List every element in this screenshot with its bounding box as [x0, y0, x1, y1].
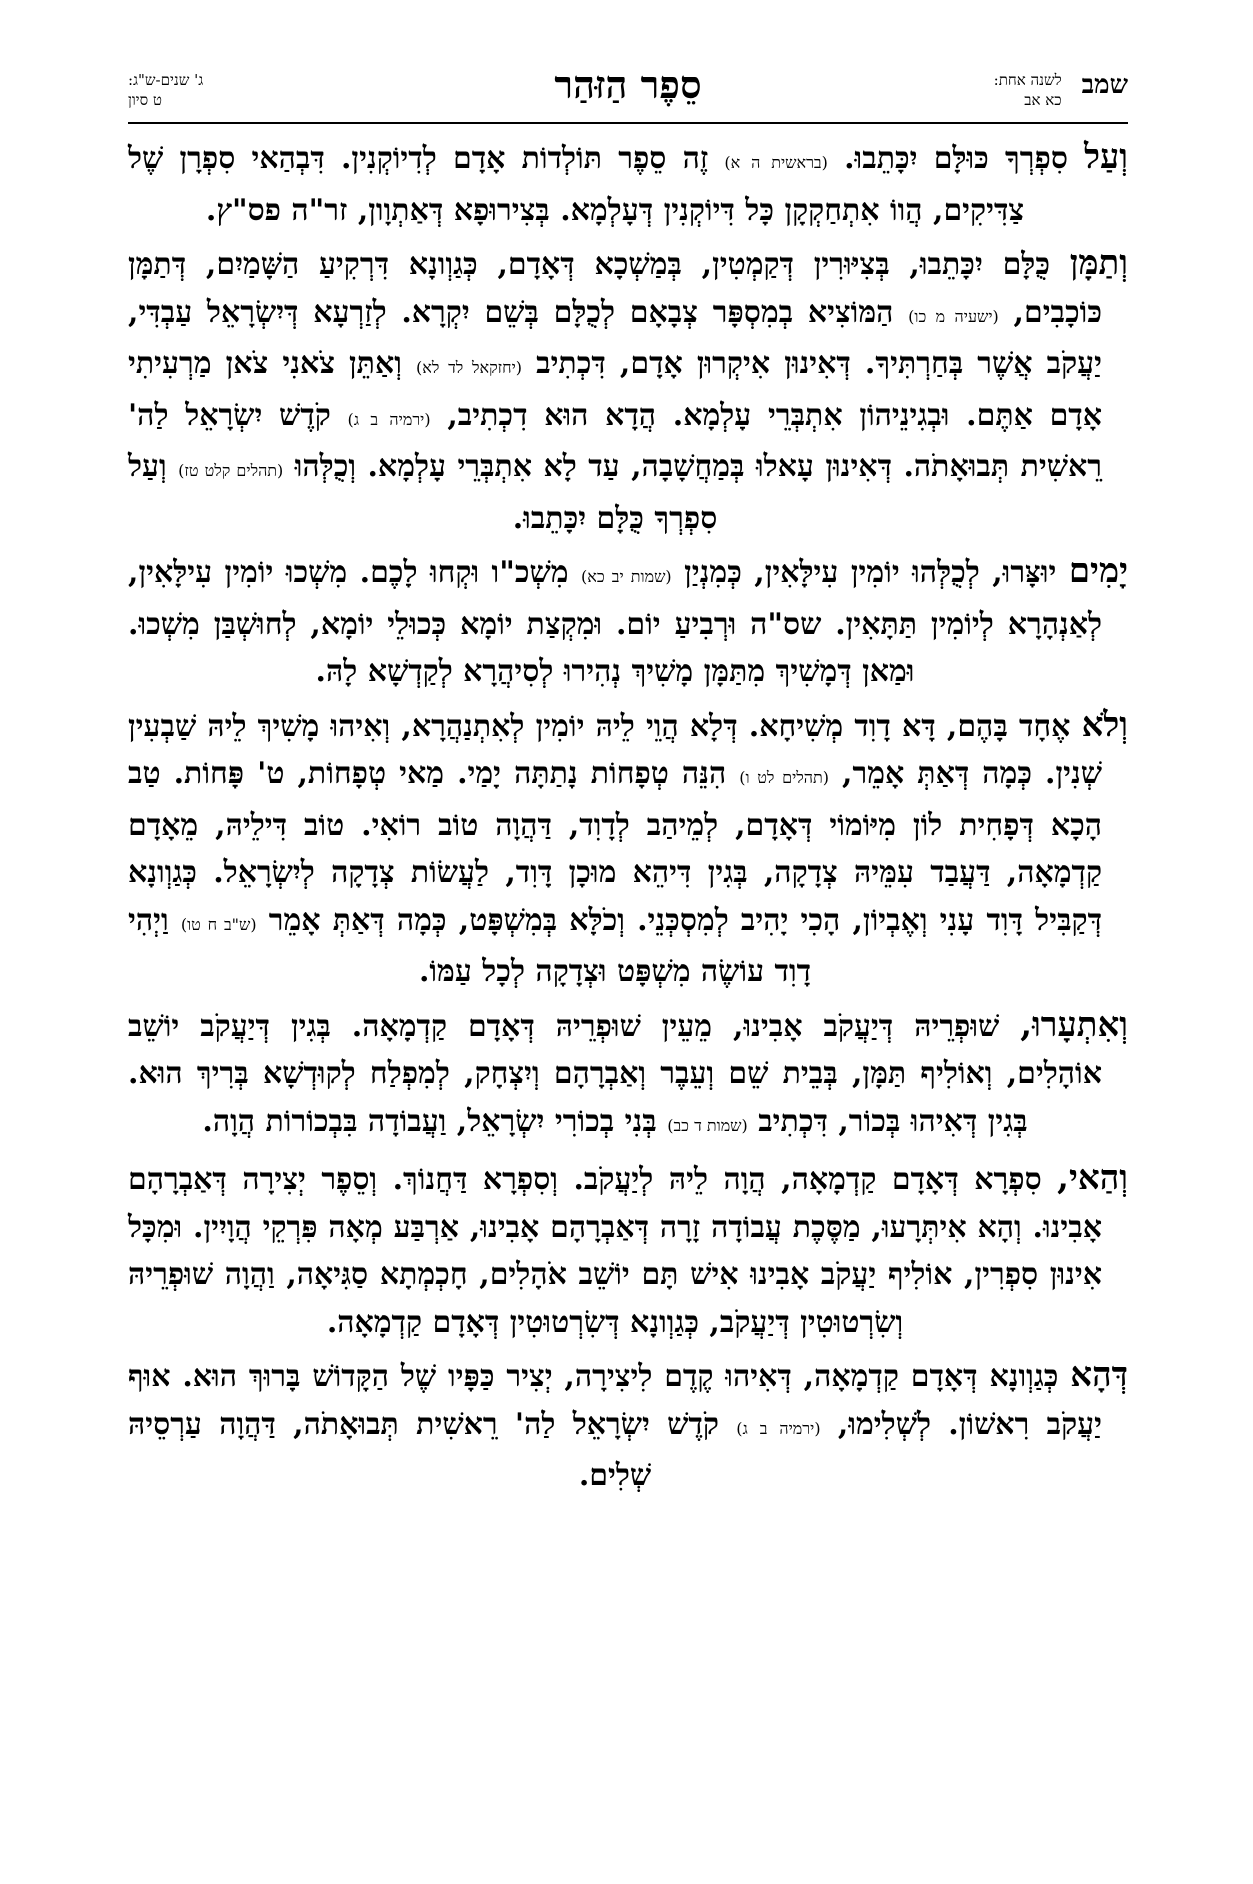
verse-reference: (ירמיה ב ג) — [347, 409, 431, 429]
lead-word: יָמִים — [1068, 551, 1129, 591]
lead-word: וְתַמָּן — [1069, 243, 1128, 283]
verse-reference: (ש"ב ח טו) — [180, 914, 257, 934]
verse-reference: (בראשית ה א) — [724, 153, 828, 172]
verse-reference: (תהלים לט ו) — [739, 768, 829, 787]
reading-schedule-one-year: לשנה אחת: כא אב — [993, 71, 1062, 109]
document-page — [128, 62, 1128, 1506]
paragraph-3: יָמִים יוּצָּרוּ, לְכֻלְּהוּ יוֹמִין עִילָּאִין, כְּמִנְיַן (שמות יב כא) מִשְׁכ"ו וּקְחוּ לָכֶם. מִשְׁכוּ יוֹמִין עִילָּאִין, לְאַנְהָרָא לְיוֹמִין תַּתָּאִין. שס"ה וּרְבִיעַ יוֹם. וּמִקְצַת יוֹמָא כְּכוּלֵי יוֹמָא, לְחוּשְׁבַּן מִשְׁכוּ. וּמַאן דְּמָשִׁיךְ מִתַּמָּן מָשִׁיךְ נְהִירוּ לְסִיהֲרָא לְקַדְשָׁא לָהּ. — [128, 551, 1129, 689]
verse-reference: (תהלים קלט טז) — [178, 461, 284, 480]
book-title: סֵפֶר הַזּהַר — [554, 62, 702, 107]
paragraph-6: וְהַאי, סִפְרָא דְּאָדָם קַדְמָאָה, הֲוָה לֵיהּ לְיַעֲקֹב. וְסִפְרָא דַּחֲנוֹךְ. וְסֵפֶר יְצִירָה דְּאַבְרָהָם אָבִינוּ. וְהָא אִיתְּרָעוּ, מַסֶּכֶת עֲבוֹדָה זָרָה דְּאַבְרָהָם אָבִינוּ, אַרְבַּע מְאָה פִּרְקֵי הֲוָיִין. וּמִכָּל אִינוּן סִפְרִין, אוֹלִיף יַעֲקֹב אָבִינוּ אִישׁ תָּם יוֹשֵׁב אֹהָלִים, חָכְמְתָא סַגִּיאָה, וַהֲוָה שׁוּפְרֵיהּ וְשִׂרְטוּטִין דְּיַעֲקֹב, כְּגַוְונָא דְּשִׂרְטוּטִין דְּאָדָם קַדְמָאָה. — [128, 1158, 1128, 1340]
verse-reference: (ישעיה מ כו) — [908, 306, 999, 326]
paragraph-2: וְתַמָּן כֻּלָּם יִכָּתֵבוּ, בְּצִיּוּרִין דְּקַמְטִין, בְּמַשְׁכָא דְּאָדָם, כְּגַוְונָא דִּרְקִיעַ הַשָּׁמַיִם, דְּתַמָּן כּוֹכָבִים, (ישעיה מ כו) הַמּוֹצִיא בְמִסְפָּר צְבָאָם לְכֻלָּם בְּשֵׁם יִקְרָא. לְזַרְעָא דְּיִשְׂרָאֵל עַבְדִּי, יַעֲקֹב אֲשֶׁר בְּחַרְתִּיךָ. דְּאִינוּן אִיקְרוּן אָדָם, דִּכְתִיב (יחזקאל לד לא) וְאַתֵּן צֹאנִי צֹאן מַרְעִיתִי אָדָם אַתֶּם. וּבְגִינֵיהוֹן אִתְבְּרֵי עָלְמָא. הֲדָא הוּא דִכְתִיב, (ירמיה ב ג) קֹדֶשׁ יִשְׂרָאֵל לַה' רֵאשִׁית תְּבוּאָתֹה. דְּאִינוּן עָאלוּ בְּמַחֲשָׁבָה, עַד לָא אִתְבְּרֵי עָלְמָא. וְכֻלְּהוּ (תהלים קלט טז) וְעַל סִפְרְךָ כֻּלָּם יִכָּתֵבוּ. — [128, 243, 1128, 536]
lead-word: וְאִתְעָרוּ, — [1020, 1004, 1128, 1045]
verse-reference: (שמות ד כב) — [667, 1115, 748, 1135]
paragraph-5: וְאִתְעָרוּ, שׁוּפְרֵיהּ דְּיַעֲקֹב אָבִינוּ, מֵעֵין שׁוּפְרֵיהּ דְּאָדָם קַדְמָאָה. בְּגִין דְּיַעֲקֹב יוֹשֵׁב אוֹהָלִים, וְאוֹלִיף תַּמָּן, בְּבֵית שֵׁם וְעֵבֶר וְאַבְרָהָם וְיִצְחָק, לְמִפְלַח לְקוּדְשָׁא בְּרִיךְ הוּא. בְּגִין דְּאִיהוּ בְּכוֹר, דִּכְתִיב (שמות ד כב) בְּנִי בְכוֹרִי יִשְׂרָאֵל, וַעֲבוֹדָה בִּבְכוֹרוֹת הֲוָה. — [128, 1004, 1128, 1139]
lead-word: וְהַאי, — [1057, 1158, 1128, 1198]
paragraph-1: וְעַל סִפְרְךָ כּוּלָּם יִכָּתֵבוּ. (בראשית ה א) זֶה סֵפֶר תּוֹלְדוֹת אָדָם לְדִיוֹקְנִין. דִּבְהַאי סִפְרָן שֶׁל צַדִּיקִים, הֲווֹ אִתְחַקְקָן כָּל דִּיוֹקְנִין דְּעָלְמָא. בְּצִירוּפָא דְּאַתְוָון, זר"ה פס"ץ. — [128, 137, 1128, 228]
reading-schedule-three-years: ג' שנים-ש"ג: ט סיון — [128, 71, 204, 109]
lead-word: דְּהָא — [1070, 1355, 1128, 1395]
paragraph-7: דְּהָא כְּגַוְונָא דְּאָדָם קַדְמָאָה, דְּאִיהוּ קֶדֶם לִיצִירָה, יְצִיר כַּפָּיו שֶׁל הַקָּדוֹשׁ בָּרוּךְ הוּא. אוּף יַעֲקֹב רִאשׁוֹן. לְשְׁלִימוּ, (ירמיה ב ג) קֹדֶשׁ יִשְׂרָאֵל לַה' רֵאשִׁית תְּבוּאָתֹה, דַּהֲוָה עַרְסֵיהּ שְׁלִים. — [128, 1355, 1128, 1493]
lead-word: וְעַל — [1084, 137, 1128, 177]
page-header — [128, 62, 1128, 124]
lead-word: וְלֹא — [1081, 704, 1128, 745]
verse-reference: (ירמיה ב ג) — [736, 1418, 821, 1438]
paragraph-4: וְלֹא אֶחָד בָּהֶם, דָּא דָוִד מְשִׁיחָא. דְּלָא הֲוֵי לֵיהּ יוֹמִין לְאִתְנַהֲרָא, וְאִיהוּ מָשִׁיךְ לֵיהּ שַׁבְעִין שְׁנִין. כְּמָה דְּאַתְּ אָמֵר, (תהלים לט ו) הִנֵּה טְפָחוֹת נָתַתָּה יָמַי. מַאי טְפָחוֹת, ט' פָּחוֹת. טַב הָכָא דְּפָחִית לוֹן מִיּוֹמוֹי דְּאָדָם, לְמֵיהַב לְדָוִד, דַּהֲוָה טוֹב רוֹאִי. טוֹב דִּילֵיהּ, מֵאָדָם קַדְמָאָה, דַּעֲבַד עִמֵּיהּ צְדָקָה, בְּגִין דִּיהֵא מוּכָן דָּוִד, לַעֲשׂוֹת צְדָקָה לְיִשְׂרָאֵל. כְּגַוְונָא דְּקַבִּיל דָּוִד עָנִי וְאֶבְיוֹן, הָכִי יָהִיב לְמִסְכְּנֵי. וְכֹלָּא בְּמִשְׁפָּט, כְּמָה דְּאַתְּ אָמֵר (ש"ב ח טו) וַיְהִי דָוִד עוֹשֶׂה מִשְׁפָּט וּצְדָקָה לְכָל עַמּוֹ. — [128, 704, 1128, 989]
verse-reference: (שמות יב כא) — [581, 567, 672, 586]
main-text — [128, 134, 1128, 1500]
page-number: שמב — [1081, 70, 1128, 100]
verse-reference: (יחזקאל לד לא) — [416, 358, 523, 377]
